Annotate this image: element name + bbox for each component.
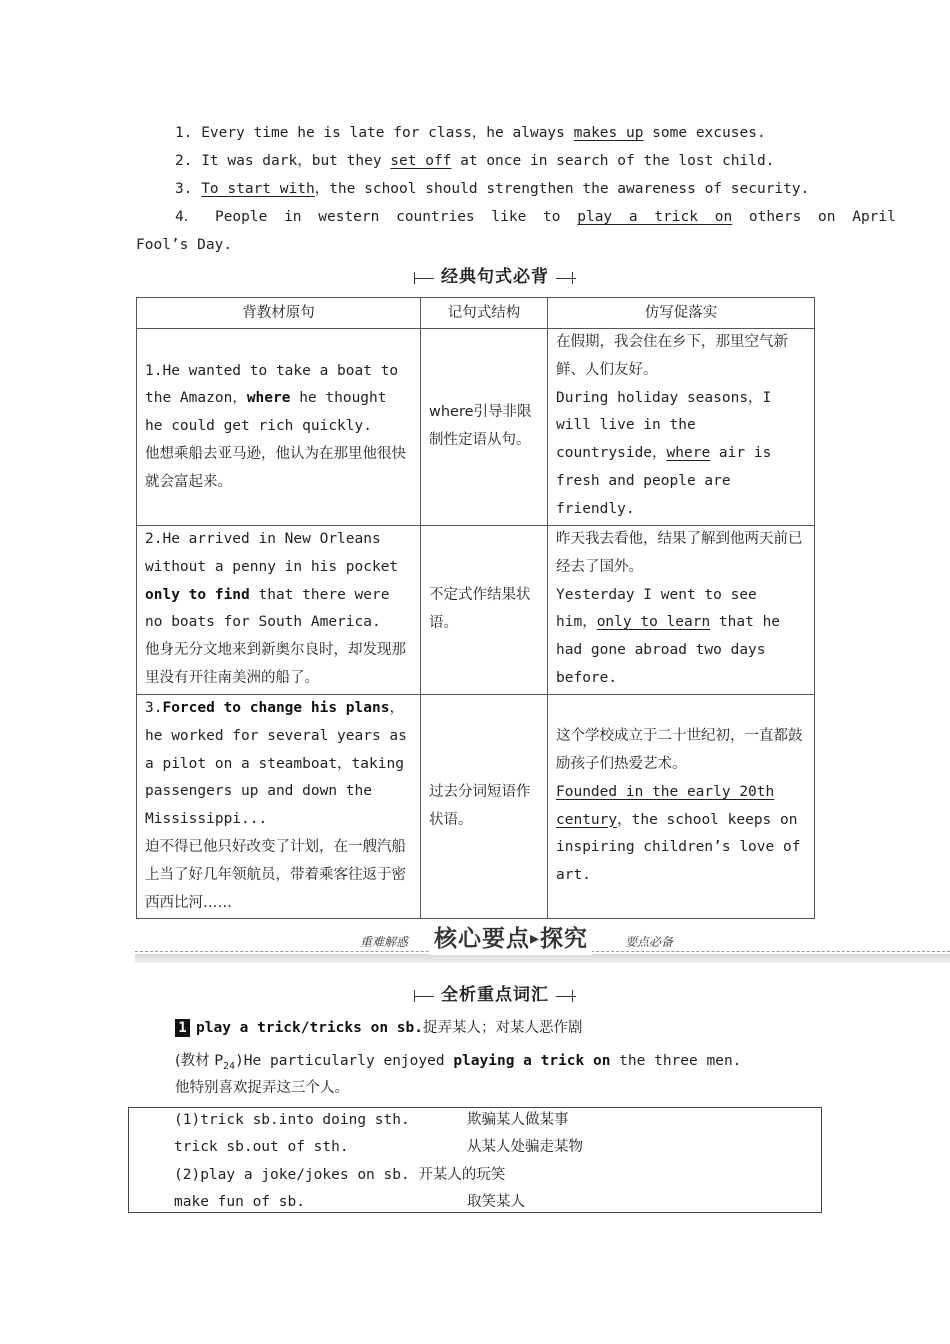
vocab-item-1 <box>175 1018 582 1038</box>
note-phrase: (2)play a joke/jokes on sb. 开某人的玩笑 <box>174 1167 506 1183</box>
sentence-4 <box>175 207 896 227</box>
textbook-label: (教材 P <box>175 1053 224 1069</box>
banner-title-part: 探究 <box>540 926 589 952</box>
key-structure: only to find <box>145 586 250 603</box>
vocab-phrase: play a trick/tricks on sb. <box>196 1020 423 1036</box>
item-number-badge: 1 <box>175 1019 190 1037</box>
original-sentence-cell <box>137 329 421 526</box>
original-text: he thought he could get rich quickly. <box>145 390 387 435</box>
note-phrase: trick sb.out of sth. <box>174 1139 349 1155</box>
original-text: ，he worked for several years as a pilot on a steamboat，taking passengers up and down the Mississippi... <box>145 700 407 828</box>
practice-cell <box>548 329 815 526</box>
original-sentence-cell <box>137 526 421 695</box>
structure-cell: 不定式作结果状语。 <box>421 526 548 695</box>
sentence-text: 1. Every time he is late for class，he always <box>175 125 574 141</box>
original-translation: 他身无分文地来到新奥尔良时，却发现那里没有开往南美洲的船了。 <box>145 642 406 686</box>
answer-blank: play a trick on <box>577 209 733 225</box>
original-sentence-cell <box>137 695 421 919</box>
core-points-banner <box>135 923 950 965</box>
sentence-table <box>136 297 815 919</box>
table-row <box>137 695 815 919</box>
section-header-classic-sentences <box>0 266 950 288</box>
original-text: 3. <box>145 700 163 716</box>
banner-left-label: 重难解惑 <box>360 935 409 949</box>
practice-text: air is fresh and people are friendly. <box>556 445 772 517</box>
banner-band <box>135 954 950 963</box>
original-translation: 他想乘船去亚马逊，他认为在那里他很快就会富起来。 <box>145 445 406 490</box>
original-text: 2.He arrived in New Orleans without a penny in his pocket <box>145 531 399 575</box>
sentence-text: 2. It was dark，but they <box>175 153 391 169</box>
practice-answer: where <box>666 445 711 462</box>
arrow-icon: ▸ <box>530 928 541 949</box>
sentence-text: 3. <box>175 181 202 197</box>
note-meaning: 取笑某人 <box>467 1194 525 1210</box>
practice-cell <box>548 695 815 919</box>
structure-cell: 过去分词短语作状语。 <box>421 695 548 919</box>
example-translation: 他特别喜欢捉弄这三个人。 <box>175 1080 349 1096</box>
banner-right-label: 要点必备 <box>625 935 674 949</box>
column-header: 记句式结构 <box>421 298 548 329</box>
practice-text: ，the school keeps on inspiring children’s love of art. <box>556 811 801 884</box>
practice-answer: only to learn <box>596 614 711 631</box>
table-header-row <box>137 298 815 329</box>
practice-cell <box>548 526 815 695</box>
sentence-4-continued: Fool’s Day. <box>136 237 233 253</box>
column-header: 仿写促落实 <box>548 298 815 329</box>
section-title: 经典句式必背 <box>441 267 549 287</box>
section-title: 全析重点词汇 <box>441 985 549 1005</box>
answer-blank: To start with <box>201 181 315 197</box>
sentence-text: at once in search of the lost child. <box>451 153 775 169</box>
sentence-text: some excuses. <box>643 125 766 141</box>
practice-chinese: 昨天我去看他，结果了解到他两天前已经去了国外。 <box>556 531 803 575</box>
banner-title <box>430 923 592 955</box>
example-key-phrase: playing a trick on <box>453 1053 611 1069</box>
note-meaning: 欺骗某人做某事 <box>467 1112 569 1128</box>
sentence-3 <box>175 179 809 199</box>
note-meaning: 从某人处骗走某物 <box>467 1139 583 1155</box>
practice-text: that he had gone abroad two days before. <box>556 614 781 686</box>
table-row <box>137 526 815 695</box>
page-number: 24 <box>223 1060 236 1072</box>
note-phrase: make fun of sb. <box>174 1194 305 1210</box>
textbook-example <box>175 1051 741 1077</box>
original-translation: 迫不得已他只好改变了计划，在一艘汽船上当了好几年领航员，带着乘客往返于密西西比河…… <box>145 838 406 911</box>
sentence-1 <box>175 123 766 143</box>
sentence-2 <box>175 151 774 171</box>
practice-text: Yesterday I went to see him， <box>556 586 757 631</box>
key-structure: where <box>246 390 291 407</box>
sentence-text: 4． People in western countries like to <box>175 209 578 225</box>
practice-text: During holiday seasons，I will live in the countryside， <box>556 389 772 462</box>
section-header-key-vocabulary <box>0 984 950 1006</box>
sentence-text: ，the school should strengthen the awareness of security. <box>314 181 810 197</box>
original-text: that there were no boats for South America. <box>145 586 390 631</box>
extension-notes-box <box>128 1107 822 1213</box>
banner-title-part: 核心要点 <box>434 926 530 952</box>
answer-blank: makes up <box>573 125 644 141</box>
example-text: )He particularly enjoyed <box>235 1053 454 1069</box>
practice-chinese: 在假期，我会住在乡下，那里空气新鲜、人们友好。 <box>556 334 788 378</box>
original-text: 1.He wanted to take a boat to the Amazon， <box>145 362 399 407</box>
note-phrase: (1)trick sb.into doing sth. <box>174 1112 410 1128</box>
example-text: the three men. <box>610 1053 742 1069</box>
key-structure: Forced to change his plans <box>162 700 390 716</box>
structure-cell: where引导非限制性定语从句。 <box>421 329 548 526</box>
column-header: 背教材原句 <box>137 298 421 329</box>
vocab-meaning: 捉弄某人；对某人恶作剧 <box>422 1020 583 1036</box>
practice-answer: Founded in the early 20th century <box>556 783 775 828</box>
sentence-text: others on April <box>732 209 896 225</box>
practice-chinese: 这个学校成立于二十世纪初，一直都鼓励孩子们热爱艺术。 <box>556 728 803 772</box>
answer-blank: set off <box>390 153 452 169</box>
table-row <box>137 329 815 526</box>
